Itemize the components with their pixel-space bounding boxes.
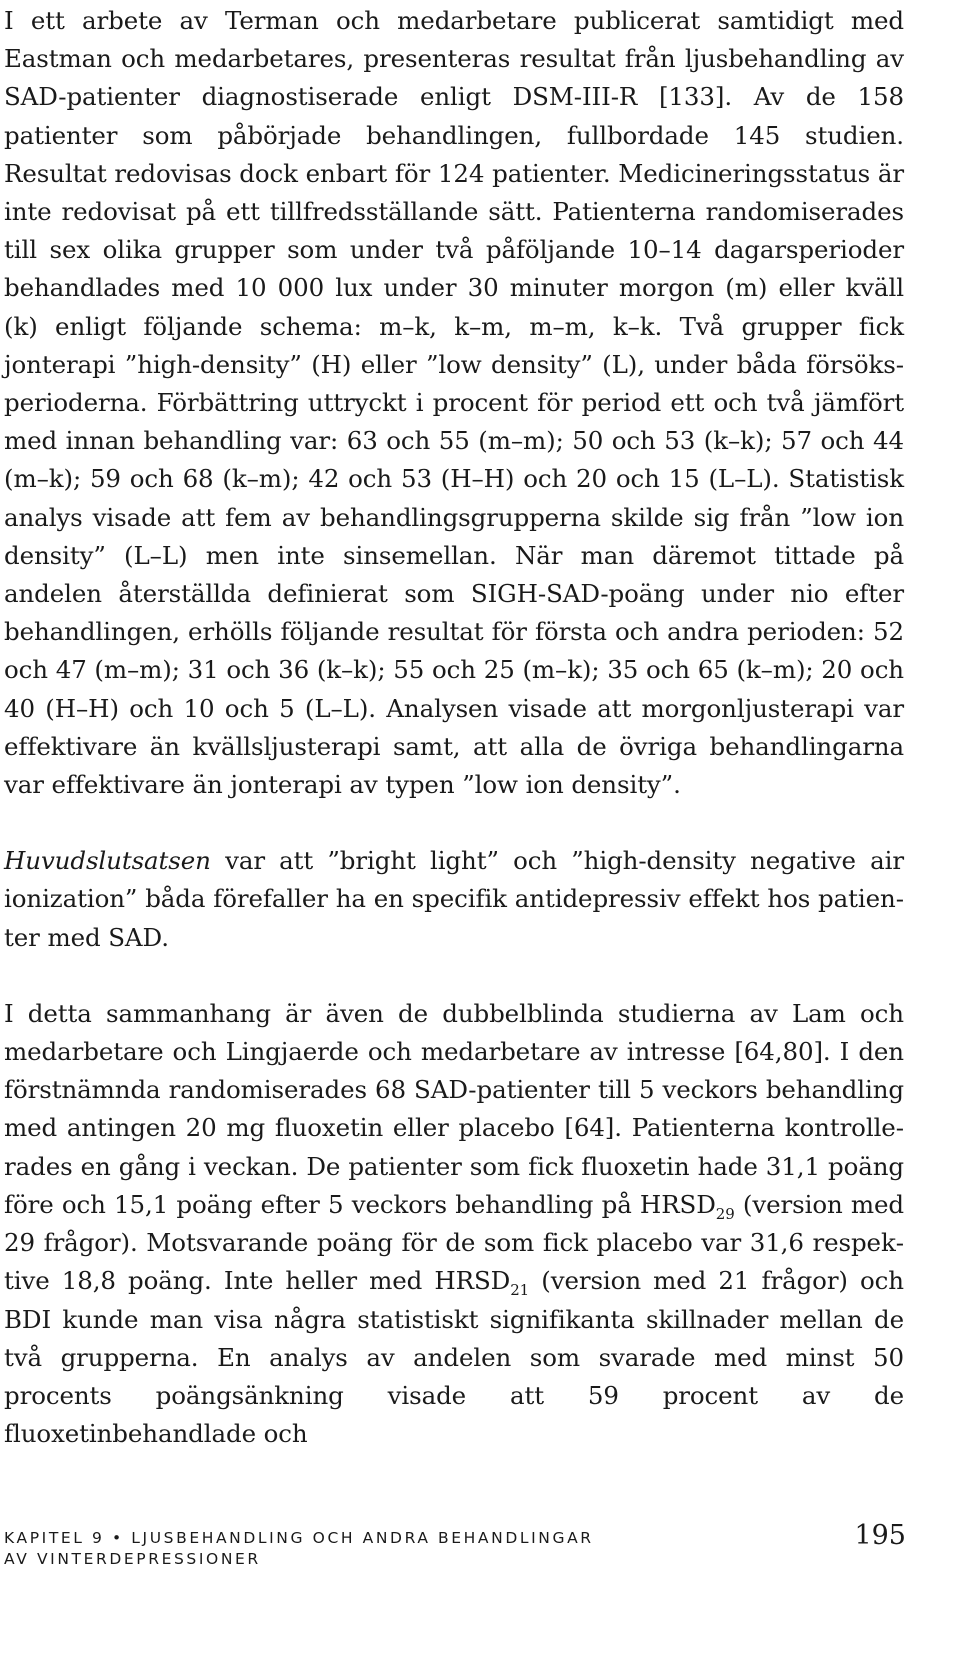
body-text — [4, 2, 904, 1453]
conclusion-text: var att ”bright light” och ”high-density negative air ionization” båda förefaller ha en specifik antidepressiv effekt hos patienter med SAD. — [4, 846, 904, 952]
hrsd-subscript-21: 21 — [510, 1281, 530, 1300]
paragraph-main-conclusion — [4, 842, 904, 957]
lam-text-part-2: (version med 29 frågor). Motsvarande poäng för de som fick placebo var 31,6 respektive 18,8 poäng. Inte heller med HRSD — [4, 1189, 904, 1296]
page-number: 195 — [854, 1520, 906, 1551]
running-head — [4, 1528, 704, 1570]
document-page — [4, 0, 906, 1664]
running-head-line-2: AV VINTERDEPRESSIONER — [4, 1550, 261, 1568]
page-footer — [4, 1520, 906, 1584]
lam-text-part-3: (version med 21 frågor) och BDI kunde man visa några statistiskt signifikanta skillnader mellan de två grupperna. En analys av andelen som svarade med minst 50 procents poängsänkning visade att 59 procent av de fluoxetinbehandlade och — [4, 1266, 904, 1449]
paragraph-lam-lingjaerde — [4, 995, 904, 1453]
running-head-line-1: KAPITEL 9 • LJUSBEHANDLING OCH ANDRA BEHANDLINGAR — [4, 1529, 594, 1547]
conclusion-lead-italic: Huvudslutsatsen — [4, 846, 211, 876]
lam-text-part-1: I detta sammanhang är även de dubbelblinda studierna av Lam och medarbetare och Lingjaerde och medarbetare av intresse [64,80]. I den förstnämnda randomiserades 68 SAD-patienter till 5 veckors behandling med antingen 20 mg fluoxetin eller placebo [64]. Patienterna kontrollerades en gång i veckan. De patienter som fick fluoxetin hade 31,1 poäng före och 15,1 poäng efter 5 veckors behandling på HRSD — [4, 998, 904, 1219]
hrsd-subscript-29: 29 — [715, 1204, 735, 1223]
paragraph-terman-study: I ett arbete av Terman och medarbetare publicerat samtidigt med Eastman och medarbetares, presenteras resultat från ljusbehandling av SAD-patienter diagnostiserade enligt DSM-III-R [133]. Av de 158 patienter som påbörjade behandlingen, fullbordade 145 studien. Resultat redovisas dock enbart för 124 patienter. Medicineringsstatus är inte redovisat på ett tillfredsställande sätt. Patienterna randomiserades till sex olika grupper som under två påföljande 10–14 dagarsperioder behandlades med 10 000 lux under 30 minuter morgon (m) eller kväll (k) enligt följande schema: m–k, k–m, m–m, k–k. Två grupper fick jonterapi ”high-density” (H) eller ”low density” (L), under båda försöksperioderna. Förbättring uttryckt i procent för period ett och två jämfört med innan behandling var: 63 och 55 (m–m); 50 och 53 (k–k); 57 och 44 (m–k); 59 och 68 (k–m); 42 och 53 (H–H) och 20 och 15 (L–L). Statistisk analys visade att fem av behandlingsgrupperna skilde sig från ”low ion density” (L–L) men inte sinsemellan. När man däremot tittade på andelen återställda definierat som SIGH-SAD-poäng under nio efter behandlingen, erhölls följande resultat för första och andra perioden: 52 och 47 (m–m); 31 och 36 (k–k); 55 och 25 (m–k); 35 och 65 (k–m); 20 och 40 (H–H) och 10 och 5 (L–L). Analysen visade att morgonljusterapi var effektivare än kvällsljusterapi samt, att alla de övriga behandlingarna var effektivare än jonterapi av typen ”low ion density”. — [4, 6, 904, 800]
